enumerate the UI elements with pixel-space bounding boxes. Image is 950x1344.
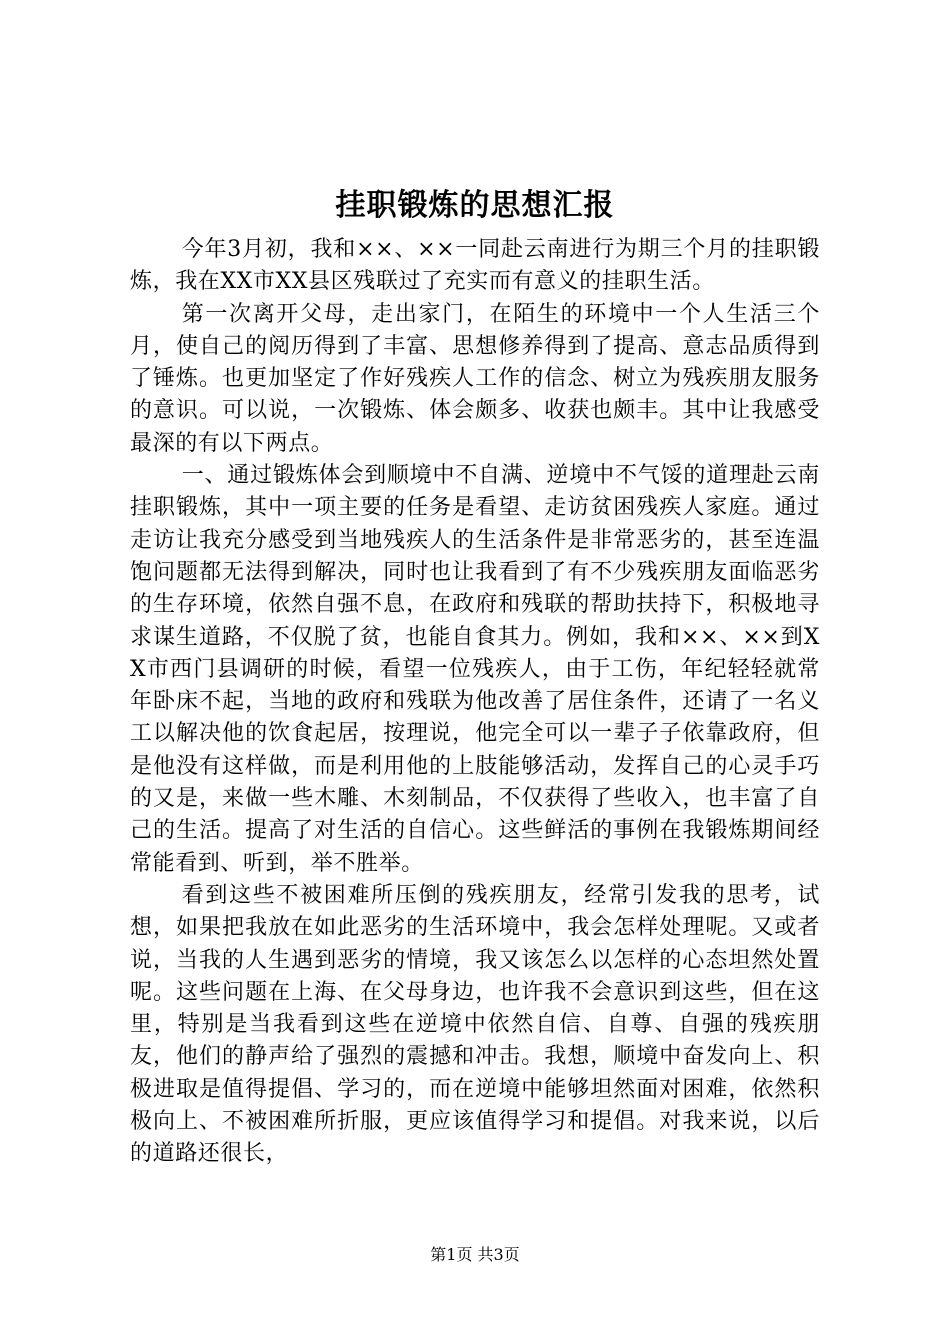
paragraph-4: 看到这些不被困难所压倒的残疾朋友，经常引发我的思考，试想，如果把我放在如此恶劣的生活环境中，我会怎样处理呢。又或者说，当我的人生遇到恶劣的情境，我又该怎么以怎样的心态坦然处置呢。这些问题在上海、在父母身边，也许我不会意识到这些，但在这里，特别是当我看到这些在逆境中依然自信、自尊、自强的残疾朋友，他们的静声给了强烈的震撼和冲击。我想，顺境中奋发向上、积极进取是值得提倡、学习的，而在逆境中能够坦然面对困难，依然积极向上、不被困难所折服，更应该值得学习和提倡。对我来说，以后的道路还很长， [130, 882, 820, 1167]
paragraph-2: 第一次离开父母，走出家门，在陌生的环境中一个人生活三个月，使自己的阅历得到了丰富、思想修养得到了提高、意志品质得到了锤炼。也更加坚定了作好残疾人工作的信念、树立为残疾朋友服务的意识。可以说，一次锻炼、体会颇多、收获也颇丰。其中让我感受最深的有以下两点。 [130, 301, 820, 456]
paragraph-1: 今年3月初，我和××、××一同赴云南进行为期三个月的挂职锻炼，我在XX市XX县区残联过了充实而有意义的挂职生活。 [130, 237, 820, 295]
document-title: 挂职锻炼的思想汇报 [335, 188, 615, 223]
document-body [130, 234, 820, 1171]
page-number-footer: 第1页 共3页 [430, 1245, 520, 1264]
paragraph-3: 一、通过锻炼体会到顺境中不自满、逆境中不气馁的道理赴云南挂职锻炼，其中一项主要的任务是看望、走访贫困残疾人家庭。通过走访让我充分感受到当地残疾人的生活条件是非常恶劣的，甚至连温饱问题都无法得到解决，同时也让我看到了有不少残疾朋友面临恶劣的生存环境，依然自强不息，在政府和残联的帮助扶持下，积极地寻求谋生道路，不仅脱了贫，也能自食其力。例如，我和××、××到XX市西门县调研的时候，看望一位残疾人，由于工伤，年纪轻轻就常年卧床不起，当地的政府和残联为他改善了居住条件，还请了一名义工以解决他的饮食起居，按理说，他完全可以一辈子子依靠政府，但是他没有这样做，而是利用他的上肢能够活动，发挥自己的心灵手巧的又是，来做一些木雕、木刻制品，不仅获得了些收入，也丰富了自己的生活。提高了对生活的自信心。这些鲜活的事例在我锻炼期间经常能看到、听到，举不胜举。 [130, 463, 820, 876]
